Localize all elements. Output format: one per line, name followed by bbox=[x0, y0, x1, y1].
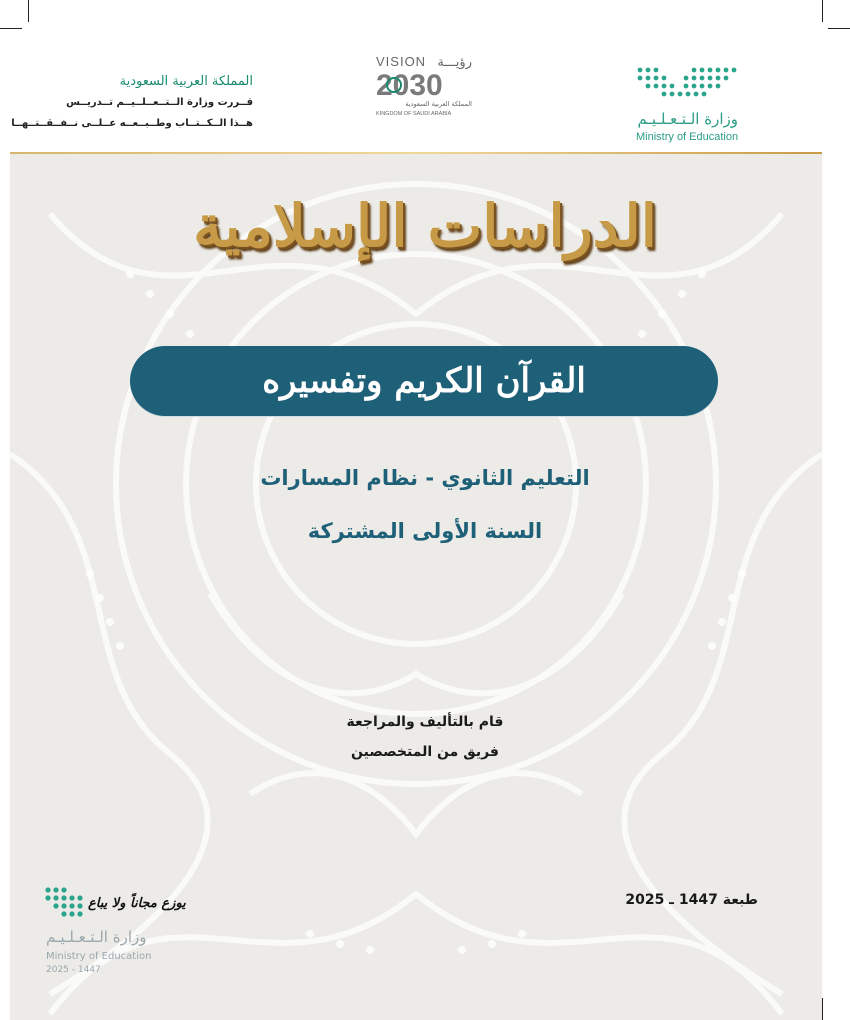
authors-heading: قام بالتأليف والمراجعة bbox=[346, 714, 504, 730]
edition-label: طبعة 1447 ـ 2025 bbox=[625, 892, 758, 908]
vision-kingdom-en: KINGDOM OF SAUDI ARABIA bbox=[376, 111, 452, 117]
print-line: هــذا الــكــتــاب وطــبــعــه عــلــى نــفــقــتــهــا bbox=[11, 118, 253, 129]
book-title: الدراسات الإسلامية bbox=[193, 192, 657, 260]
subject-title: القرآن الكريم وتفسيره bbox=[262, 361, 586, 401]
vision-year: 2030 bbox=[376, 69, 443, 102]
footer-moe-name-ar: وزارة الـتـعـلـيـم bbox=[46, 928, 147, 946]
footer-year: 2025 - 1447 bbox=[46, 965, 101, 975]
vision-ar: رؤيـــة bbox=[437, 55, 472, 70]
ministry-of-education-logo bbox=[632, 66, 744, 146]
subject-banner bbox=[130, 346, 718, 416]
crop-mark bbox=[828, 28, 850, 29]
education-level: التعليم الثانوي - نظام المسارات bbox=[260, 466, 590, 490]
vision-kingdom-ar: المملكة العربية السعودية bbox=[405, 100, 472, 108]
moe-name-ar: وزارة الـتـعـلـيـم bbox=[637, 110, 738, 128]
vision-2030-logo bbox=[362, 50, 482, 120]
footer-moe-name-en: Ministry of Education bbox=[46, 951, 152, 962]
crop-mark bbox=[28, 0, 29, 22]
crop-mark bbox=[822, 998, 823, 1020]
free-distribution-note: يوزع مجاناً ولا يباع bbox=[88, 896, 186, 911]
moe-name-en: Ministry of Education bbox=[636, 131, 739, 143]
kingdom-name: المملكة العربية السعودية bbox=[119, 74, 253, 89]
decree-line: قــررت وزارة الــتــعــلــيــم تــدريــس bbox=[66, 97, 253, 108]
grade-year: السنة الأولى المشتركة bbox=[307, 519, 543, 543]
authors-team: فريق من المتخصصين bbox=[351, 744, 499, 760]
vision-word: VISION bbox=[376, 54, 427, 69]
crop-mark bbox=[0, 28, 22, 29]
crop-mark bbox=[822, 0, 823, 22]
